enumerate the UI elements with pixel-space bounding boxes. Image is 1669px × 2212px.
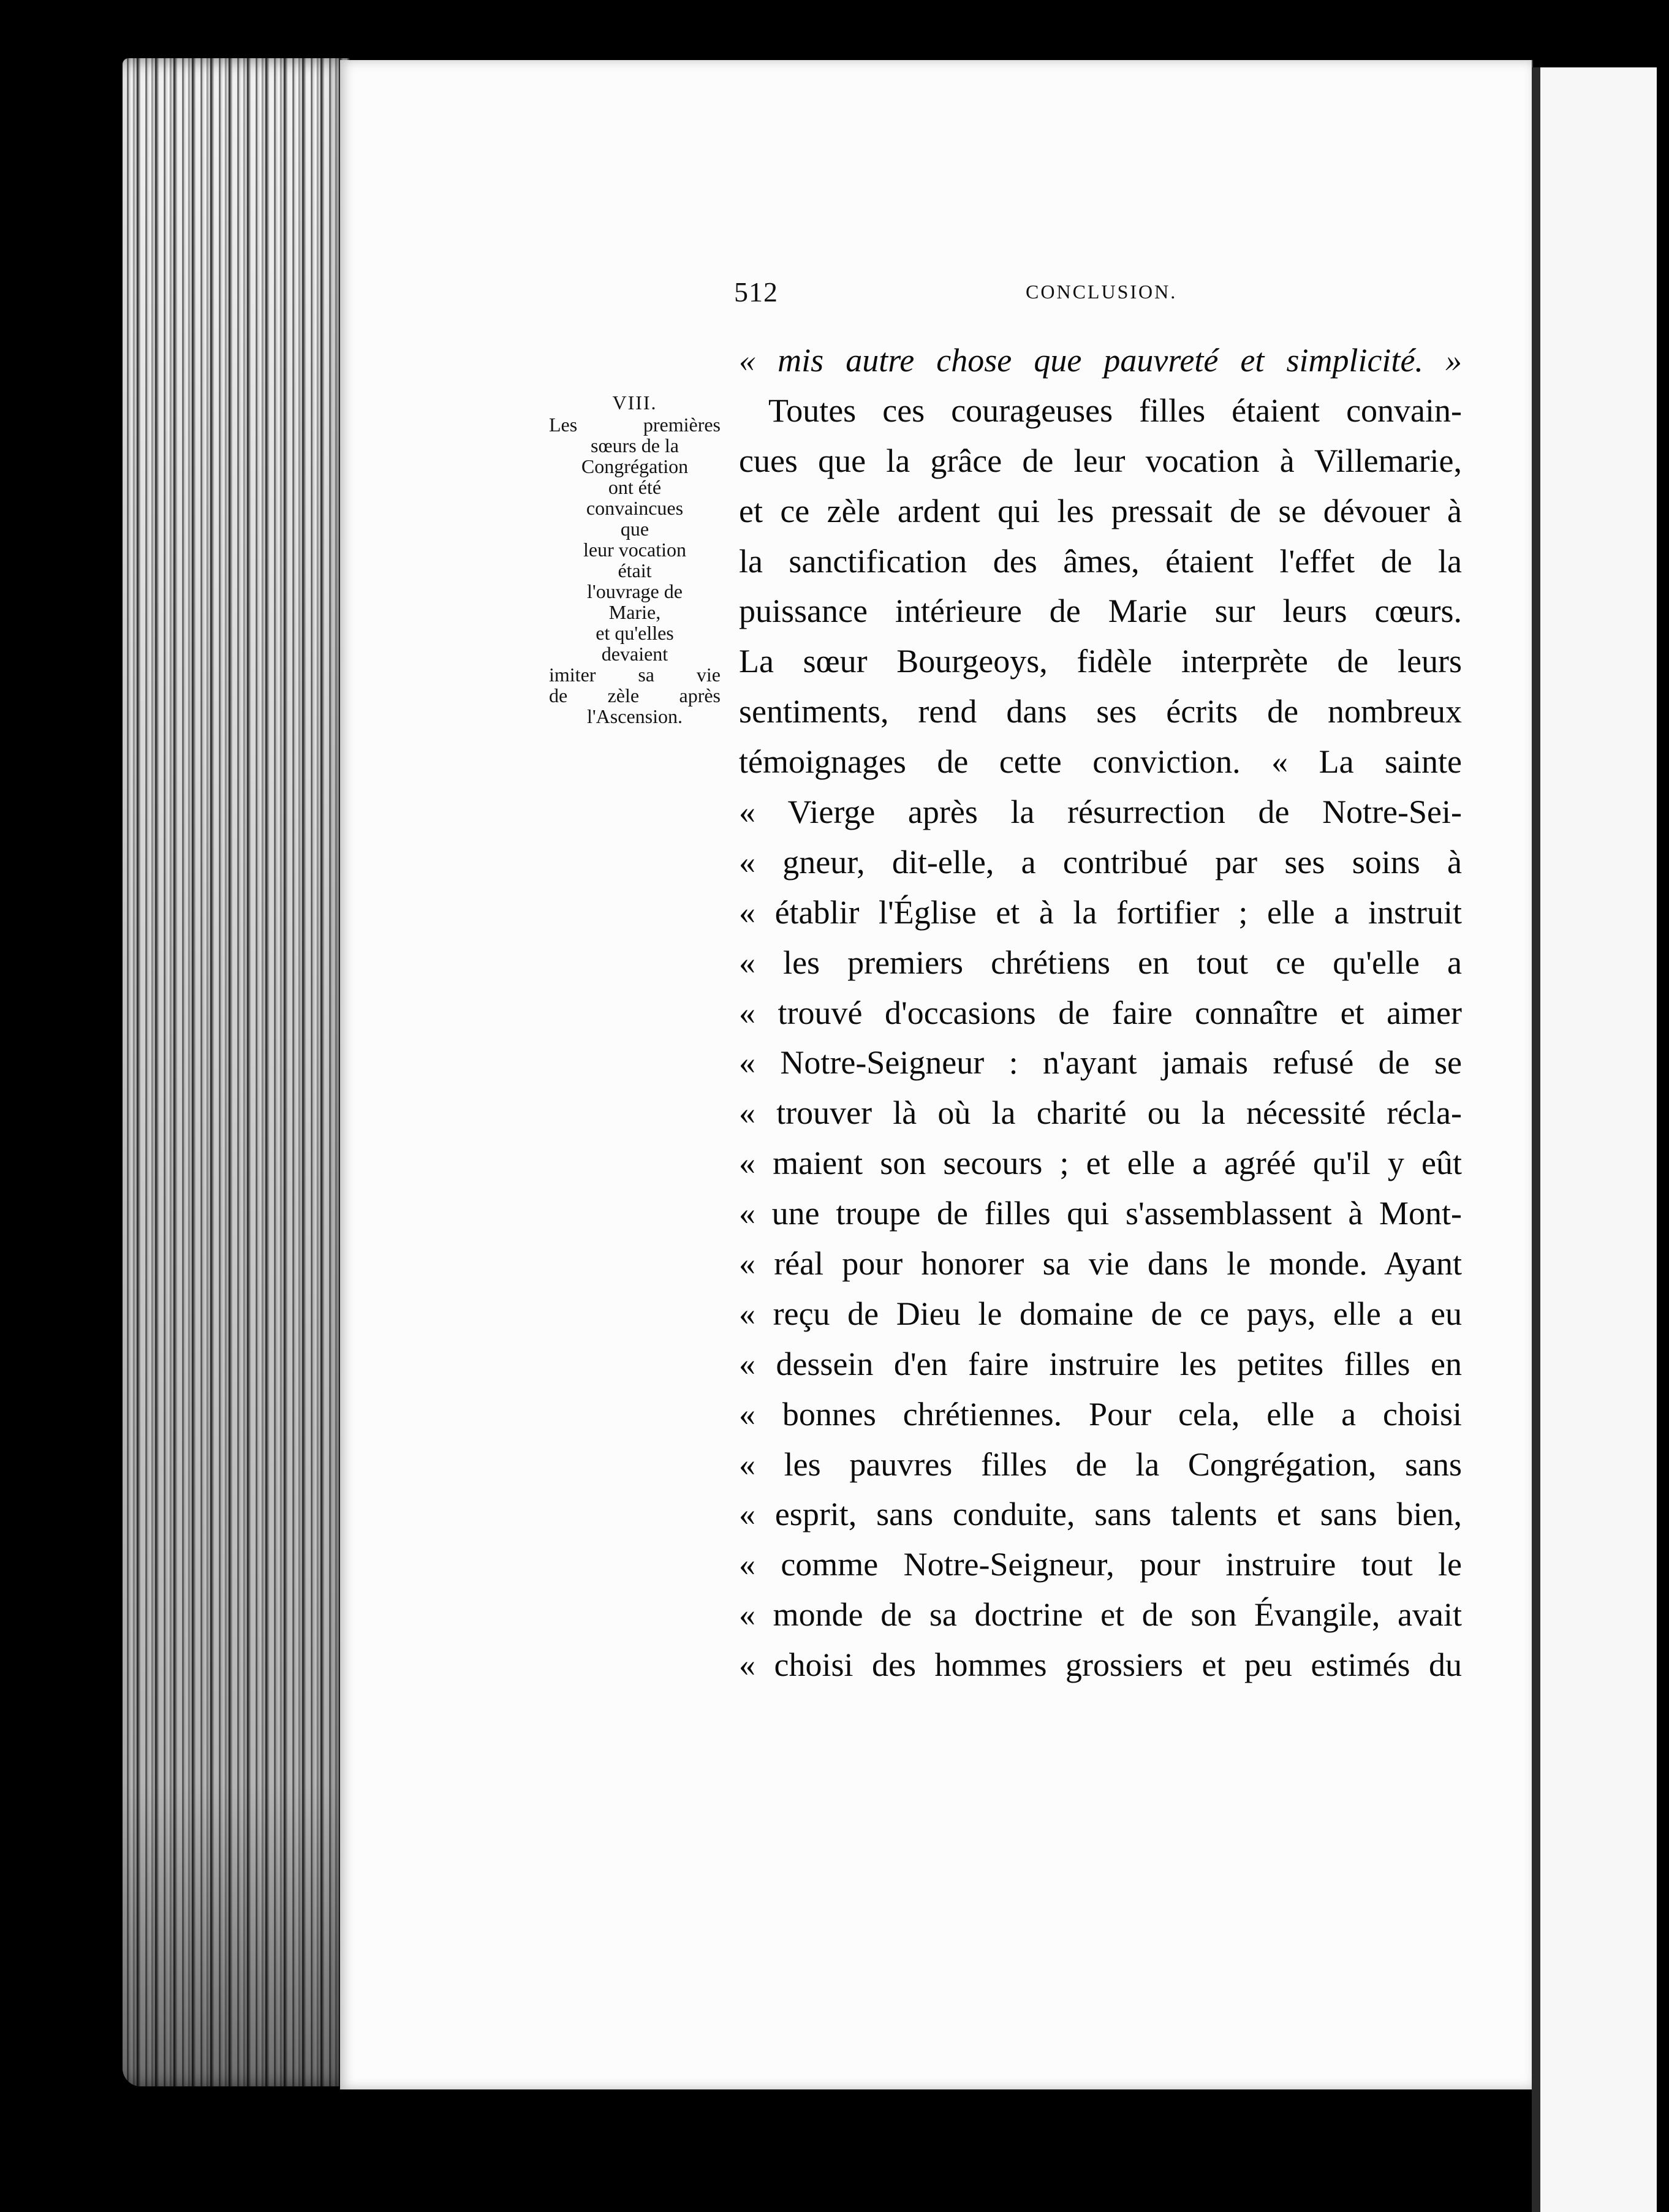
quoted-line: « une troupe de filles qui s'assemblassent à Mont- (739, 1195, 1462, 1232)
body-line: sentiments, rend dans ses écrits de nombreux (739, 693, 1462, 730)
marginal-note-line: devaient (601, 643, 668, 665)
quoted-line: « réal pour honorer sa vie dans le monde. Ayant (739, 1245, 1462, 1282)
quoted-line: « choisi des hommes grossiers et peu estimés du (739, 1646, 1462, 1684)
running-header (734, 276, 1477, 312)
quoted-line: « trouver là où la charité ou la nécessité récla- (739, 1094, 1462, 1132)
marginal-note-line: Les premières (549, 414, 721, 436)
quoted-line: « les pauvres filles de la Congrégation, sans (739, 1445, 1462, 1483)
page-number: 512 (734, 276, 778, 308)
marginal-note-line: était (618, 559, 652, 581)
body-line: puissance intérieure de Marie sur leurs cœurs. (739, 593, 1462, 630)
marginal-note-line: Marie, (608, 601, 661, 623)
quoted-line: « Notre-Seigneur : n'ayant jamais refusé de se (739, 1044, 1462, 1081)
quoted-line: « maient son secours ; et elle a agréé qu'il y eût (739, 1145, 1462, 1182)
body-line: et ce zèle ardent qui les pressait de se dévouer à (739, 492, 1462, 529)
paragraph-start-line: Toutes ces courageuses filles étaient convain- (768, 392, 1462, 429)
marginal-note-line: Congrégation (581, 455, 689, 477)
body-line: La sœur Bourgeoys, fidèle interprète de leurs (739, 643, 1462, 680)
body-line: « mis autre chose que pauvreté et simplicité. » (739, 342, 1462, 379)
marginal-note-line: que (620, 518, 649, 540)
marginal-note (549, 392, 721, 727)
quoted-line: « les premiers chrétiens en tout ce qu'elle a (739, 944, 1462, 981)
marginal-note-line: l'Ascension. (587, 705, 683, 727)
marginal-note-line: imiter sa vie (549, 664, 721, 686)
quoted-line: « reçu de Dieu le domaine de ce pays, elle a eu (739, 1295, 1462, 1332)
marginal-note-line: l'ouvrage de (587, 580, 683, 602)
marginal-note-line: de zèle après (549, 684, 721, 706)
body-text (739, 336, 1462, 1691)
quoted-line: « esprit, sans conduite, sans talents et sans bien, (739, 1496, 1462, 1533)
marginal-note-line: ont été (608, 476, 662, 498)
book-page-edges (123, 58, 349, 2086)
quoted-line: « établir l'Église et à la fortifier ; elle a instruit (739, 893, 1462, 931)
marginal-section-number: VIII. (612, 392, 657, 414)
next-page-edge (1532, 67, 1657, 2212)
quoted-line: « bonnes chrétiennes. Pour cela, elle a choisi (739, 1395, 1462, 1433)
body-line: la sanctification des âmes, étaient l'effet de la (739, 542, 1462, 580)
marginal-note-line: leur vocation (583, 539, 686, 561)
quoted-line: « Vierge après la résurrection de Notre-Sei- (739, 794, 1462, 831)
running-title: CONCLUSION. (1026, 281, 1178, 303)
quoted-line: « gneur, dit-elle, a contribué par ses soins à (739, 843, 1462, 881)
body-line: témoignages de cette conviction. « La sainte (739, 743, 1462, 781)
marginal-note-line: convaincues (586, 497, 684, 519)
quoted-line: « trouvé d'occasions de faire connaître et aimer (739, 994, 1462, 1031)
quoted-line: « comme Notre-Seigneur, pour instruire tout le (739, 1546, 1462, 1583)
body-line: cues que la grâce de leur vocation à Villemarie, (739, 442, 1462, 479)
marginal-note-line: et qu'elles (596, 622, 674, 644)
quoted-line: « monde de sa doctrine et de son Évangile, avait (739, 1596, 1462, 1634)
quoted-line: « dessein d'en faire instruire les petites filles en (739, 1345, 1462, 1382)
marginal-note-line: sœurs de la (591, 434, 679, 456)
